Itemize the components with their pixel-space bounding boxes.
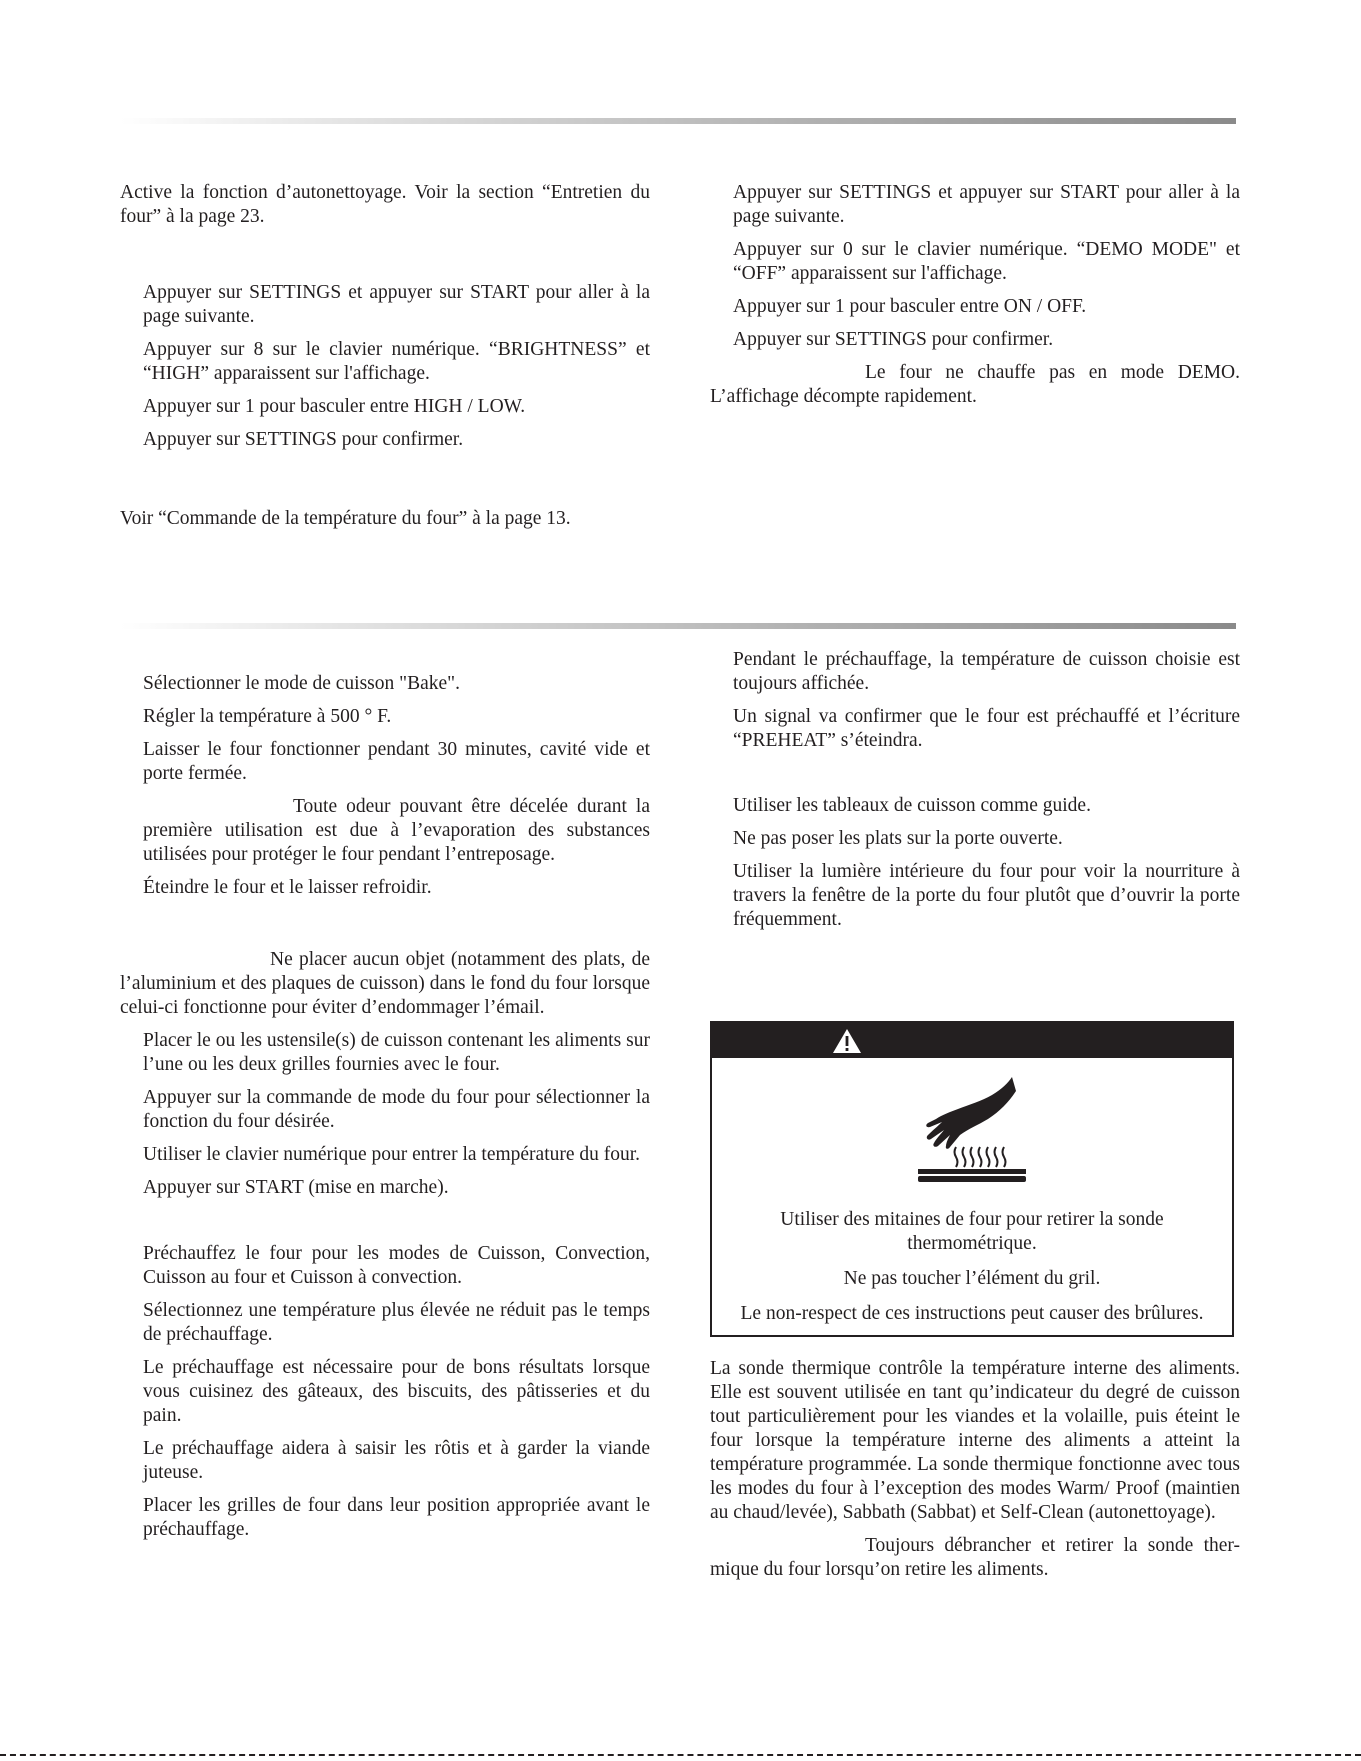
- preheat-step: Placer les grilles de four dans leur position appropriée avant le préchauffage.: [143, 1495, 650, 1540]
- first-use-step: Régler la température à 500 ° F.: [143, 706, 392, 727]
- top-right-column: [710, 181, 1240, 409]
- probe-note: Toujours débrancher et retirer la sonde ther- mique du four lorsqu’on retire les aliments.: [710, 1535, 1240, 1580]
- warning-line: Ne pas toucher l’élément du gril.: [843, 1268, 1101, 1289]
- probe-section: [710, 1357, 1240, 1582]
- warning-header: [712, 1023, 1232, 1058]
- bottom-left-column: [120, 672, 650, 1542]
- warning-line: Le non-respect de ces instructions peut causer des brûlures.: [740, 1303, 1204, 1324]
- demo-step: Appuyer sur SETTINGS et appuyer sur START pour aller à la page suivante.: [733, 182, 1240, 227]
- bake-step: Utiliser le clavier numérique pour entrer la température du four.: [143, 1144, 641, 1165]
- bake-note: Ne placer aucun objet (notamment des plats, de l’aluminium et des plaques de cuisson) dans le fond du four lorsque celui-ci fonctionne pour éviter d’endommager l’émail.: [120, 949, 650, 1018]
- preheat-step: Sélectionnez une température plus élevée ne réduit pas le temps de préchauffage.: [143, 1300, 650, 1345]
- brightness-step: Appuyer sur SETTINGS pour confirmer.: [143, 429, 464, 450]
- preheat-info: Pendant le préchauffage, la température de cuisson choisie est toujours affichée.: [733, 649, 1240, 694]
- first-use-step: Éteindre le four et le laisser refroidir.: [143, 877, 432, 898]
- temp-control-reference: Voir “Commande de la température du four” à la page 13.: [120, 508, 571, 529]
- bake-step: Appuyer sur START (mise en marche).: [143, 1177, 449, 1198]
- warning-text: [712, 1208, 1232, 1326]
- brightness-step: Appuyer sur 8 sur le clavier numérique. “BRIGHTNESS” et “HIGH” apparaissent sur l'affichage.: [143, 339, 650, 384]
- brightness-step: Appuyer sur SETTINGS et appuyer sur START pour aller à la page suivante.: [143, 282, 650, 327]
- preheat-step: Le préchauffage est nécessaire pour de bons résultats lorsque vous cuisinez des gâteaux, des biscuits, des pâtisseries et du pain.: [143, 1357, 650, 1426]
- self-clean-text: Active la fonction d’autonettoyage. Voir la section “Entretien du four” à la page 23.: [120, 182, 650, 227]
- preheat-info: Un signal va confirmer que le four est préchauffé et l’écriture “PREHEAT” s’éteindra.: [733, 706, 1240, 751]
- warning-line: Utiliser des mitaines de four pour retirer la sonde thermométrique.: [780, 1209, 1164, 1254]
- bottom-right-column: [710, 648, 1240, 932]
- hot-surface-hand-icon: [912, 1073, 1032, 1183]
- warning-box: [710, 1021, 1234, 1337]
- first-use-step: Sélectionner le mode de cuisson "Bake".: [143, 673, 460, 694]
- page-bottom-rule: [0, 1754, 1361, 1756]
- preheat-step: Le préchauffage aidera à saisir les rôtis et à garder la viande juteuse.: [143, 1438, 650, 1483]
- bake-step: Placer le ou les ustensile(s) de cuisson contenant les aliments sur l’une ou les deux grilles fournies avec le four.: [143, 1030, 650, 1075]
- warning-triangle-icon: [832, 1028, 862, 1054]
- top-left-column: [120, 181, 650, 531]
- brightness-step: Appuyer sur 1 pour basculer entre HIGH / LOW.: [143, 396, 526, 417]
- probe-description: La sonde thermique contrôle la température interne des aliments. Elle est souvent utilisée en tant qu’indicateur du degré de cuisson tout particulièrement pour les viandes et la volaille, puis éteint le four lorsque la température interne des aliments a atteint la température programmée. La sonde thermique fonctionne avec tous les modes du four à l’exception des modes Warm/ Proof (maintien au chaud/levée), Sabbath (Sabbat) et Self-Clean (autonettoyage).: [710, 1358, 1240, 1523]
- cooking-tip: Ne pas poser les plats sur la porte ouverte.: [733, 828, 1063, 849]
- demo-step: Appuyer sur SETTINGS pour confirmer.: [733, 329, 1054, 350]
- cooking-tip: Utiliser les tableaux de cuisson comme guide.: [733, 795, 1091, 816]
- demo-step: Appuyer sur 1 pour basculer entre ON / OFF.: [733, 296, 1087, 317]
- section-rule-middle: [120, 623, 1236, 629]
- cooking-tip: Utiliser la lumière intérieure du four pour voir la nourriture à travers la fenêtre de la porte du four plutôt que d’ouvrir la porte fréquemment.: [733, 861, 1240, 930]
- demo-step: Appuyer sur 0 sur le clavier numérique. “DEMO MODE" et “OFF” apparaissent sur l'affichage.: [733, 239, 1240, 284]
- bake-step: Appuyer sur la commande de mode du four pour sélectionner la fonction du four désirée.: [143, 1087, 650, 1132]
- section-rule-top: [120, 118, 1236, 124]
- first-use-step: Laisser le four fonctionner pendant 30 minutes, cavité vide et porte fermée.: [143, 739, 650, 784]
- preheat-step: Préchauffez le four pour les modes de Cuisson, Convection, Cuisson au four et Cuisson à convection.: [143, 1243, 650, 1288]
- first-use-step: Toute odeur pouvant être décelée durant la première utilisation est due à l’evaporation des substances utilisées pour protéger le four pendant l’entreposage.: [143, 796, 650, 865]
- demo-note: Le four ne chauffe pas en mode DEMO. L’affichage décompte rapidement.: [710, 362, 1240, 407]
